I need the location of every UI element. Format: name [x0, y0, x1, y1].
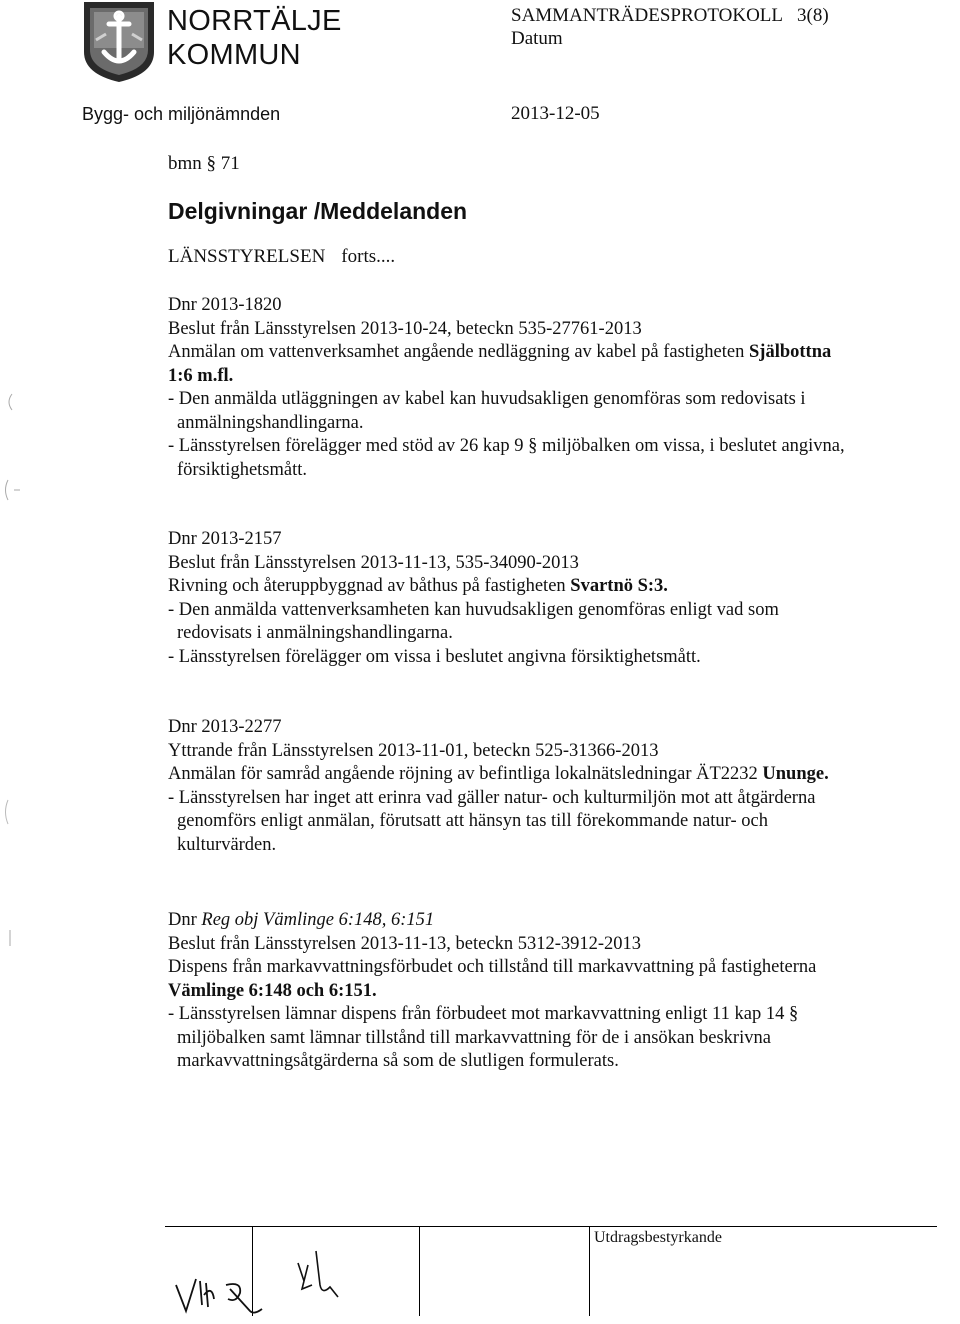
entry-dnr	[168, 909, 928, 933]
notice-entry	[168, 716, 928, 857]
entry-bullet: - Länsstyrelsen har inget att erinra vad gäller natur- och kulturmiljön mot att åtgärderna	[168, 787, 816, 808]
entry-decision-line: Beslut från Länsstyrelsen 2013-10-24, beteckn 535-27761-2013	[168, 318, 642, 339]
municipality-crest	[82, 0, 156, 84]
scan-margin-marks	[0, 390, 30, 950]
entry-bullet-cont: försiktighetsmått.	[177, 459, 307, 480]
entry-subject-text: Anmälan för samråd angående röjning av befintliga lokalnätsledningar ÄT2232	[168, 764, 763, 784]
entry-decision-line: Beslut från Länsstyrelsen 2013-11-13, beteckn 5312-3912-2013	[168, 933, 642, 954]
verification-label: Utdragsbestyrkande	[594, 1229, 722, 1246]
footer-rule	[165, 1226, 937, 1227]
entry-property: Själbottna	[749, 342, 832, 362]
paragraph-reference: bmn § 71	[168, 153, 240, 174]
entry-decision-line: Yttrande från Länsstyrelsen 2013-11-01, beteckn 525-31366-2013	[168, 740, 659, 761]
entry-subject-text: Anmälan om vattenverksamhet angående nedläggning av kabel på fastigheten	[168, 342, 749, 362]
entry-dnr-reference: Reg obj Vämlinge 6:148, 6:151	[201, 910, 435, 930]
entry-property-cont: 1:6 m.fl.	[168, 365, 234, 386]
notice-entry	[168, 528, 928, 669]
document-type: SAMMANTRÄDESPROTOKOLL	[511, 5, 784, 26]
handwritten-initials	[170, 1245, 420, 1320]
authority-name: LÄNSSTYRELSEN	[168, 246, 326, 267]
authority-heading	[168, 245, 395, 269]
entry-bullet-cont: kulturvärden.	[177, 834, 277, 855]
entry-subject-line	[168, 575, 928, 599]
committee-name: Bygg- och miljönämnden	[82, 104, 281, 124]
entry-subject-line	[168, 763, 928, 787]
entry-dnr: Dnr 2013-2277	[168, 717, 282, 737]
entry-subject-text: Rivning och återuppbyggnad av båthus på fastigheten	[168, 576, 571, 596]
entry-bullet: - Den anmälda utläggningen av kabel kan huvudsakligen genomföras som redovisats i	[168, 389, 806, 409]
org-name-line1: NORRTÄLJE	[167, 5, 342, 37]
organization-name	[167, 4, 342, 72]
entry-property: Ununge.	[762, 764, 829, 784]
authority-continued: forts....	[341, 246, 396, 267]
entry-bullet-cont: miljöbalken samt lämnar tillstånd till markavvattning för de i ansökan beskrivna	[177, 1027, 771, 1048]
org-name-line2: KOMMUN	[167, 39, 301, 71]
entry-dnr: Dnr 2013-2157	[168, 529, 282, 549]
entry-bullet-cont: markavvattningsåtgärderna så som de slutligen formulerats.	[177, 1051, 619, 1071]
notice-entry	[168, 294, 928, 482]
page-indicator: 3(8)	[797, 5, 829, 26]
entry-decision-line: Beslut från Länsstyrelsen 2013-11-13, 535-34090-2013	[168, 552, 579, 573]
entry-bullet-cont: anmälningshandlingarna.	[177, 412, 364, 433]
entry-bullet-cont: genomförs enligt anmälan, förutsatt att hänsyn tas till förekommande natur- och	[177, 811, 768, 831]
entry-subject-line: Dispens från markavvattningsförbudet och tillstånd till markavvattning på fastigheterna	[168, 957, 817, 977]
entry-dnr: Dnr 2013-1820	[168, 295, 282, 315]
signature-divider	[589, 1226, 590, 1316]
entry-bullet: - Länsstyrelsen lämnar dispens från förbudeet mot markavvattning enligt 11 kap 14 §	[168, 1004, 799, 1024]
entry-property: Vämlinge 6:148 och 6:151.	[168, 980, 377, 1001]
entry-bullet: - Den anmälda vattenverksamheten kan huvudsakligen genomföras enligt vad som	[168, 599, 779, 620]
date-label: Datum	[511, 28, 563, 49]
meeting-date: 2013-12-05	[511, 103, 600, 124]
notice-entry	[168, 909, 928, 1074]
section-title: Delgivningar /Meddelanden	[168, 198, 468, 224]
entry-dnr-prefix: Dnr	[168, 910, 202, 930]
entry-bullet: - Länsstyrelsen förelägger med stöd av 26 kap 9 § miljöbalken om vissa, i beslutet angivna,	[168, 436, 845, 456]
entry-subject-line	[168, 341, 928, 365]
entry-bullet-cont: redovisats i anmälningshandlingarna.	[177, 623, 453, 643]
entry-bullet: - Länsstyrelsen förelägger om vissa i beslutet angivna försiktighetsmått.	[168, 646, 701, 667]
document-type-line	[511, 4, 829, 28]
entry-property: Svartnö S:3.	[570, 576, 668, 596]
